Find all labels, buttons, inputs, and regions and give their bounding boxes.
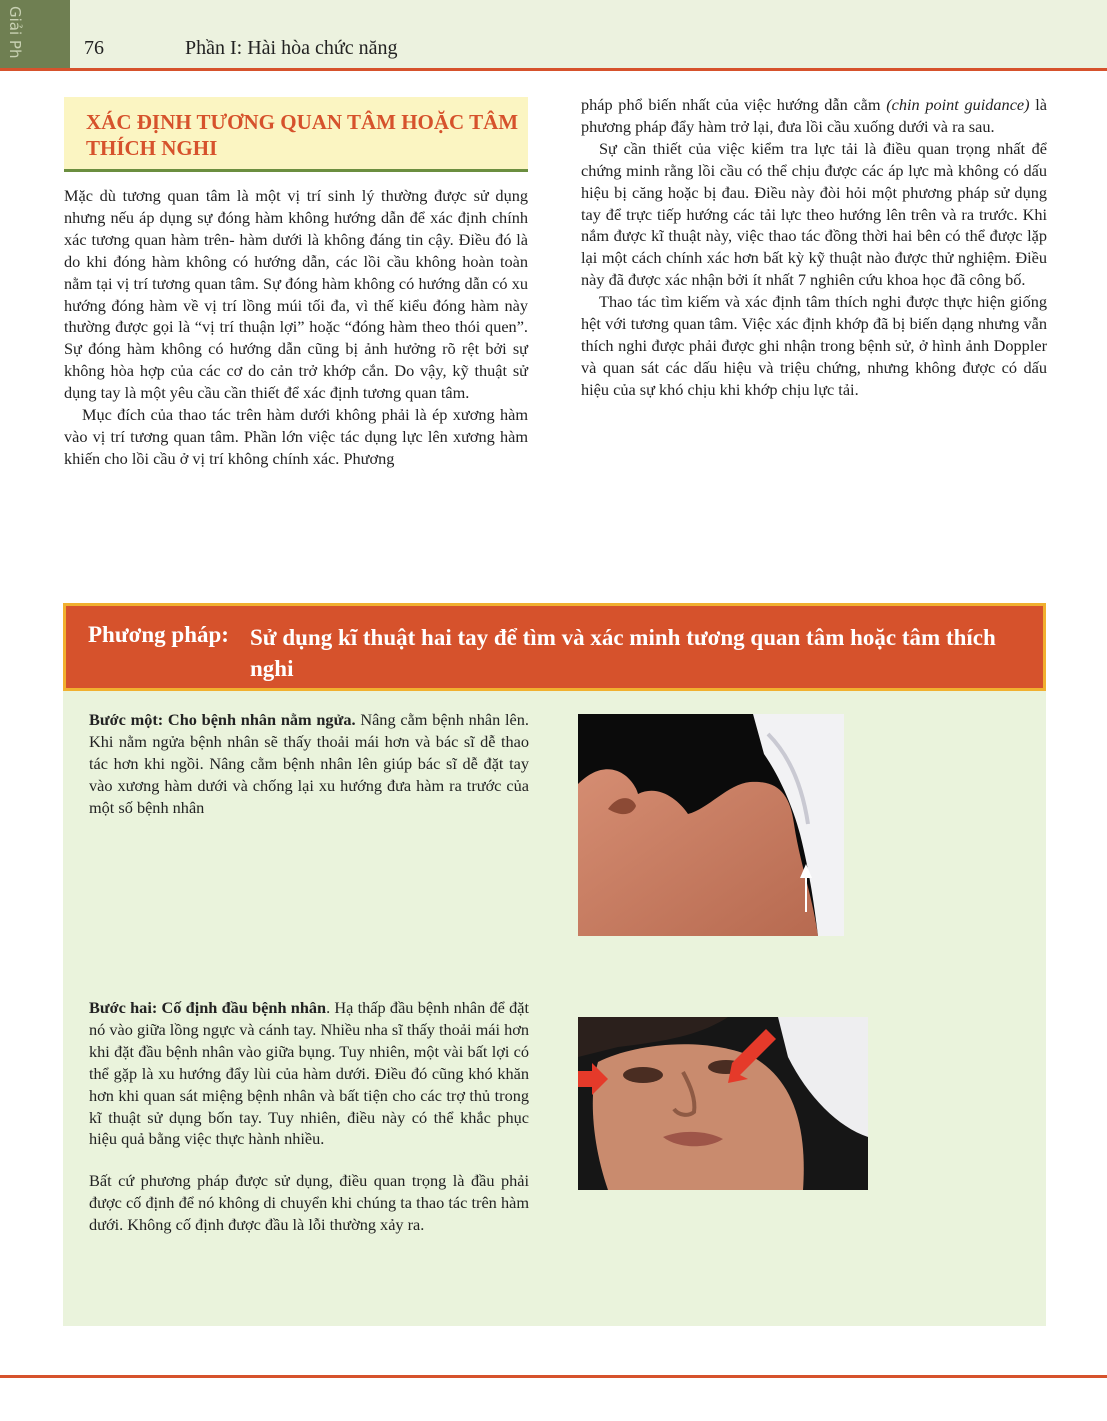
photo-head-stabilized xyxy=(578,1017,868,1190)
side-tab xyxy=(0,0,70,68)
body-column-left xyxy=(64,185,528,470)
body-column-right xyxy=(581,94,1047,401)
step-one-text: Nâng cằm bệnh nhân lên. Khi nằm ngửa bệnh nhân sẽ thấy thoải mái hơn và bác sĩ dễ thao tác hơn khi ngồi. Nâng cằm bệnh nhân lên giúp bác sĩ dễ đặt tay vào xương hàm dưới và chống lại xu hướng đưa hàm ra trước của một số bệnh nhân xyxy=(89,710,529,817)
body-paragraph: Mặc dù tương quan tâm là một vị trí sinh lý thường được sử dụng nhưng nếu áp dụng sự đóng hàm không hướng dẫn để xác định chính xác tương quan hàm trên- hàm dưới là không đáng tin cậy. Điều đó là do khi đóng hàm không có hướng dẫn, các lồi cầu không hoàn toàn nằm tại vị trí tương quan tâm. Sự đóng hàm không có hướng dẫn có xu hướng đóng hàm về vị trí lồng múi tối đa, vì thế kiểu đóng hàm này thường được gọi là “vị trí thuận lợi” hoặc “đóng hàm theo thói quen”. Sự đóng hàm không có hướng dẫn cũng bị ảnh hưởng rõ rệt bởi sự không hòa hợp của các cơ do cản trở khớp cắn. Do vậy, kỹ thuật sử dụng tay là một yêu cầu cần thiết để xác định tương quan tâm. xyxy=(64,186,528,403)
italic-term: (chin point guidance) xyxy=(886,95,1030,114)
footer-divider xyxy=(0,1375,1107,1378)
header-divider xyxy=(0,68,1107,71)
section-title-box xyxy=(64,97,528,172)
step-three-text: Bất cứ phương pháp được sử dụng, điều quan trọng là đầu phải được cố định để nó không di chuyển khi chúng ta thao tác trên hàm dưới. Không cố định được đầu là lỗi thường xảy ra. xyxy=(89,1171,529,1235)
chapter-title: Phần I: Hài hòa chức năng xyxy=(185,37,398,59)
step-two-heading: Bước hai: Cố định đầu bệnh nhân xyxy=(89,998,327,1017)
step-two xyxy=(89,997,529,1236)
method-box xyxy=(63,603,1046,1326)
method-label: Phương pháp: xyxy=(88,622,229,647)
body-paragraph: Mục đích của thao tác trên hàm dưới không phải là ép xương hàm vào vị trí tương quan tâm. Phần lớn việc tác dụng lực lên xương hàm khiến cho lồi cầu ở vị trí không chính xác. Phương xyxy=(64,405,528,468)
step-two-text: . Hạ thấp đầu bệnh nhân để đặt nó vào giữa lồng ngực và cánh tay. Nhiều nha sĩ thấy thoải mái hơn khi đặt đầu bệnh nhân vào giữa bụng. Tuy nhiên, một vài bất lợi có thể gặp là xu hướng đẩy lùi của hàm dưới. Điều đó cũng khó khăn hơn khi quan sát miệng bệnh nhân và bất tiện cho các trợ thủ trong kĩ thuật sử dụng bốn tay. Tuy nhiên, điều này có thể khắc phục hiệu quả bằng việc thực hành nhiều. xyxy=(89,998,530,1149)
method-title: Sử dụng kĩ thuật hai tay để tìm và xác minh tương quan tâm hoặc tâm thích nghi xyxy=(250,625,996,681)
body-paragraph: Sự cần thiết của việc kiểm tra lực tải là điều quan trọng nhất để chứng minh rằng lồi cầu có thể chịu được các áp lực mà không có dấu hiệu bị căng hoặc bị đau. Điều này đòi hỏi một phương pháp sử dụng tay để trực tiếp hướng các tải lực theo hướng lên trên và ra trước. Khi nắm được kĩ thuật này, việc thao tác đồng thời hai bên có thể được lặp lại một cách chính xác hơn bất kỳ kỹ thuật nào được thử nghiệm. Điều này đã được xác nhận bởi ít nhất 7 nghiên cứu khoa học đã công bố. xyxy=(581,138,1047,290)
photo-patient-supine xyxy=(578,714,844,936)
text-run: pháp phổ biến nhất của việc hướng dẫn cằm xyxy=(581,95,887,114)
page-header xyxy=(0,0,1107,68)
section-title: XÁC ĐỊNH TƯƠNG QUAN TÂM HOẶC TÂM THÍCH NGHI xyxy=(86,110,519,160)
method-header xyxy=(63,603,1046,691)
body-paragraph xyxy=(581,94,1047,138)
text-run: là phương pháp đẩy hàm trở lại, đưa lồi cầu xuống dưới và ra sau. xyxy=(581,95,1047,136)
body-paragraph: Thao tác tìm kiếm và xác định tâm thích nghi được thực hiện giống hệt với tương quan tâm. Việc xác định khớp đã bị biến dạng nhưng vẫn thích nghi được phải được ghi nhận trong bệnh sử, ở hình ảnh Doppler và quan sát các dấu hiệu và triệu chứng, nhưng không được có dấu hiệu của sự khó chịu khi khớp chịu lực tải. xyxy=(581,292,1047,399)
page-number: 76 xyxy=(84,37,104,59)
side-tab-label: Giải Ph xyxy=(6,6,24,59)
step-one-heading: Bước một: Cho bệnh nhân nằm ngửa. xyxy=(89,710,356,729)
step-one xyxy=(89,709,529,819)
